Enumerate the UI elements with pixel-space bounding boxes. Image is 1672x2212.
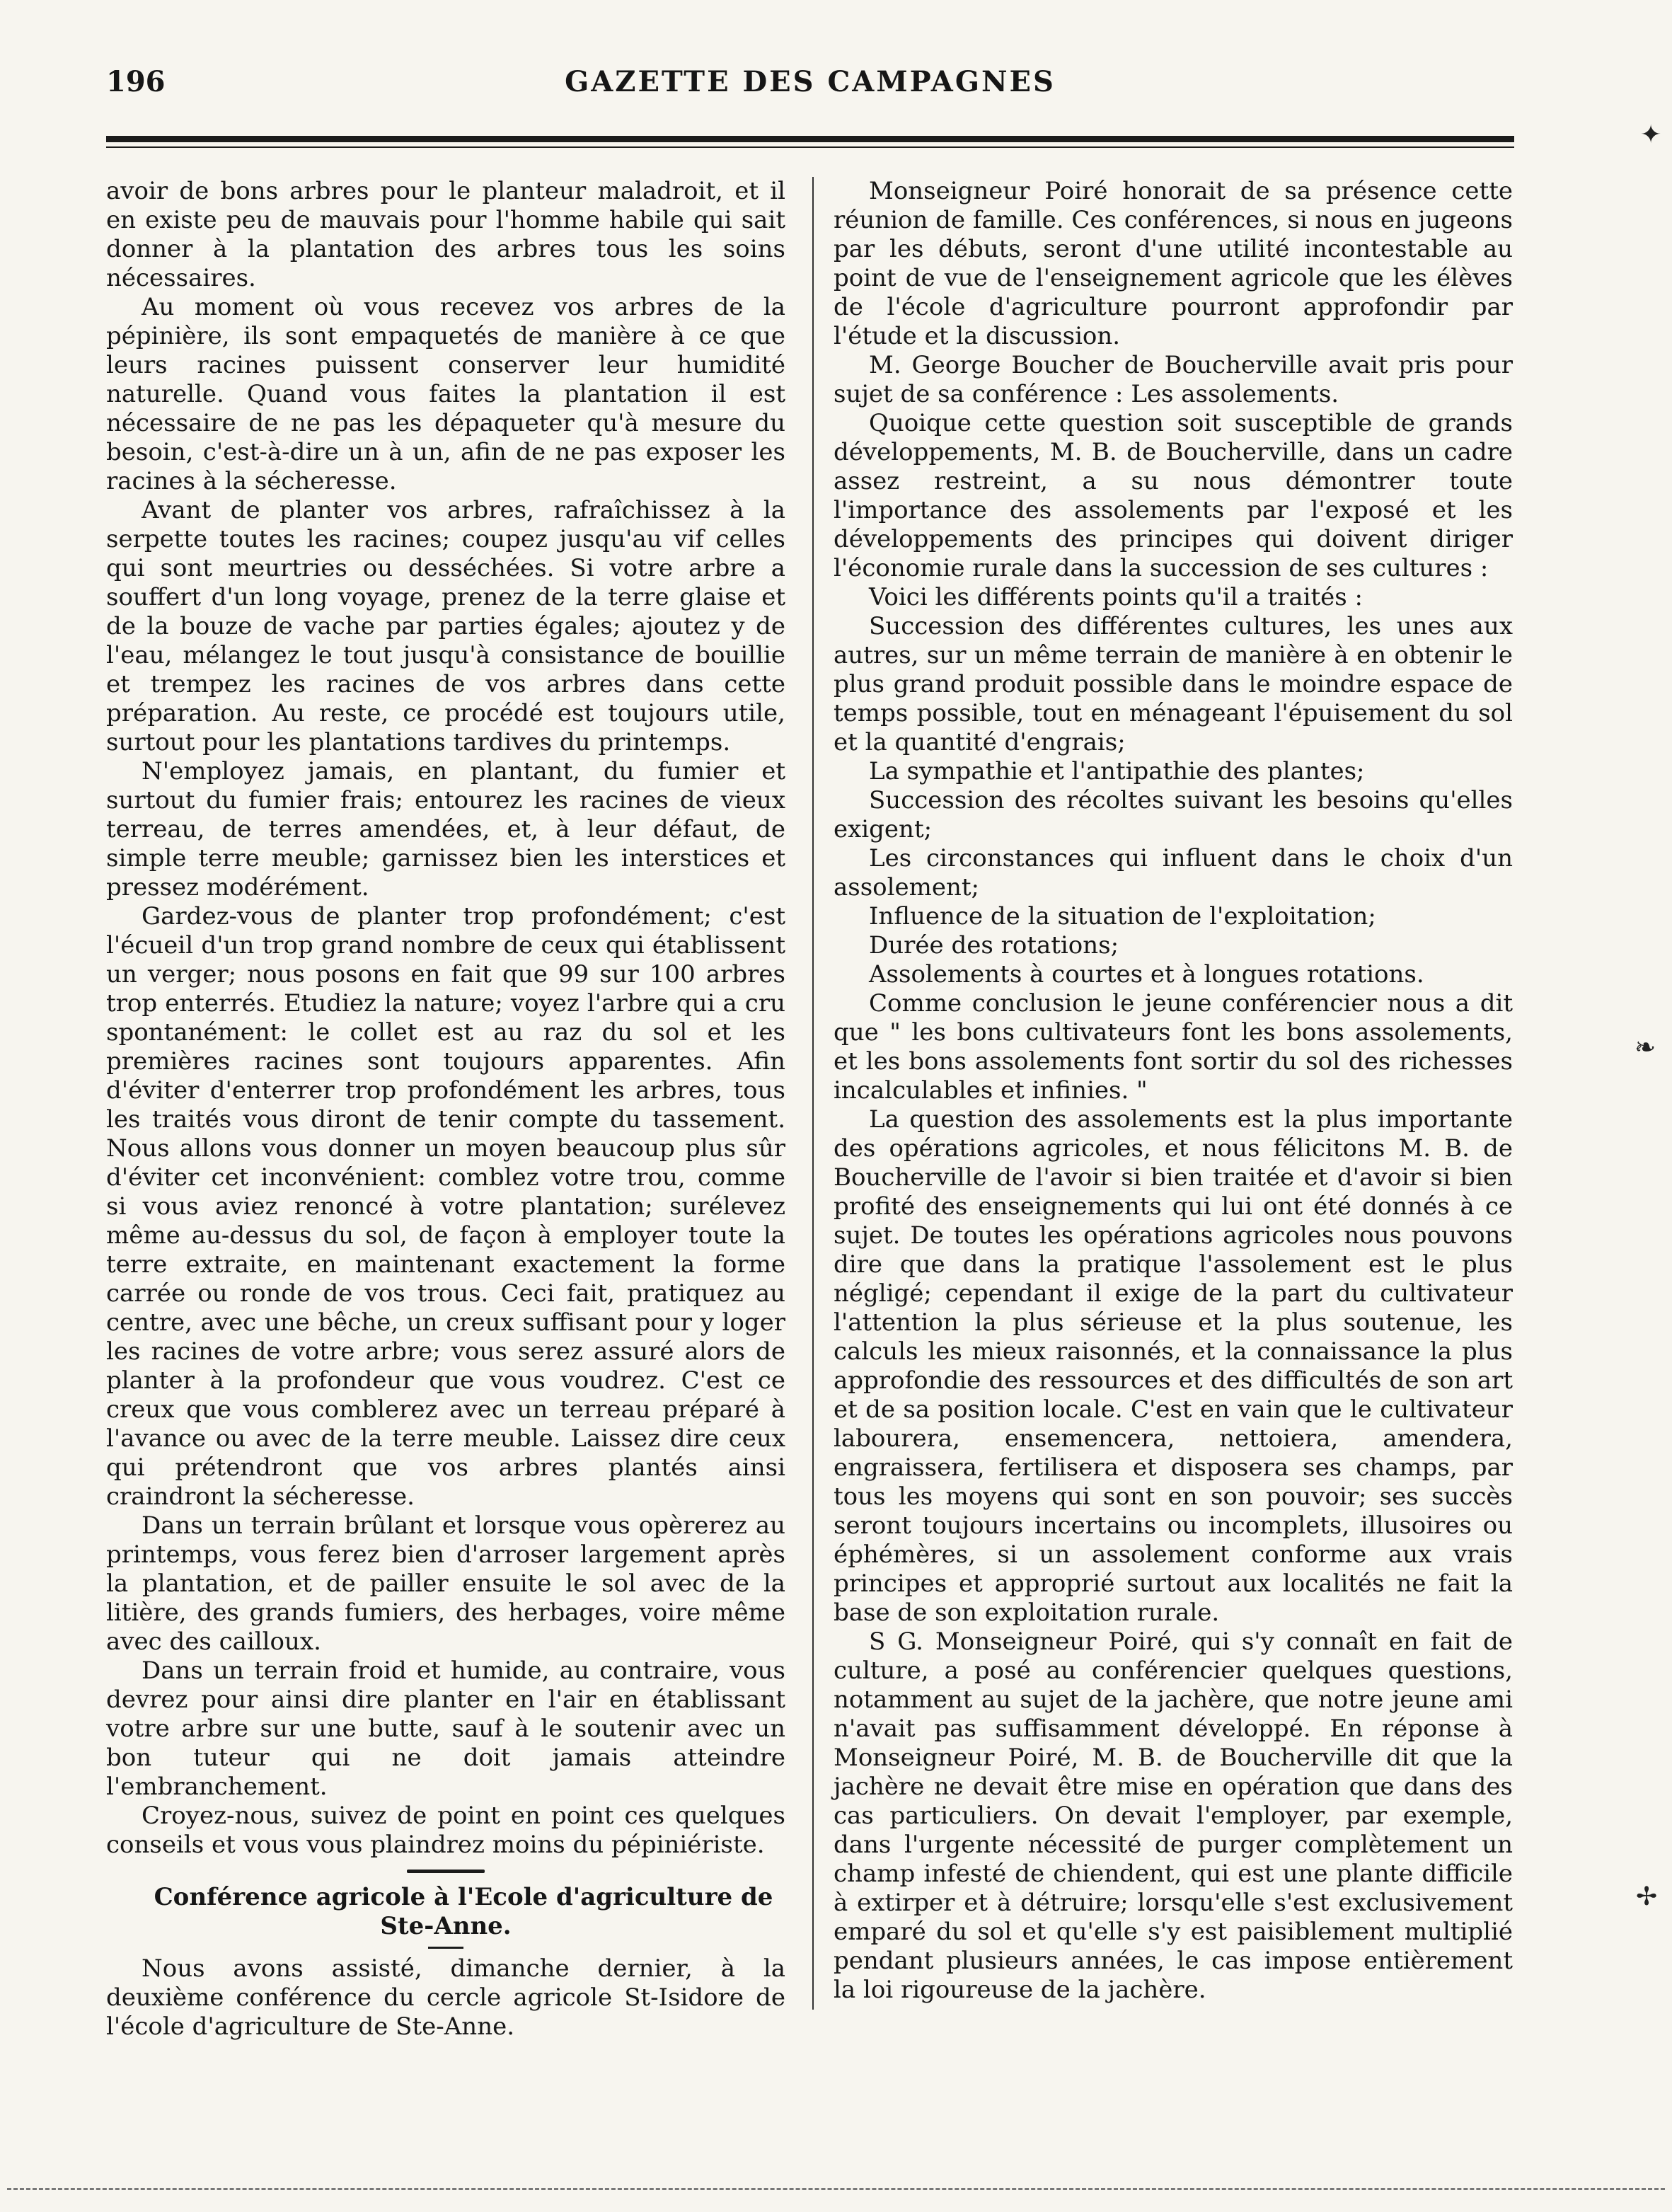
paragraph: Monseigneur Poiré honorait de sa présence cette réunion de famille. Ces conférences, si nous en jugeons par les débuts, seront d'une utilité incontestable au point de vue de l'enseignement agricole que les élèves de l'école d'agriculture pourront approfondir par l'étude et la discussion.	[834, 177, 1513, 350]
paragraph: Avant de planter vos arbres, rafraîchissez à la serpette toutes les racines; coupez jusqu'au vif celles qui sont meurtries ou desséchées. Si votre arbre a souffert d'un long voyage, prenez de la terre glaise et de la bouze de vache par parties égales; ajoutez y de l'eau, mélangez le tout jusqu'à consistance de bouillie et trempez les racines de vos arbres dans cette préparation. Au reste, ce procédé est toujours utile, surtout pour les plantations tardives du printemps.	[106, 496, 785, 756]
paragraph: Au moment où vous recevez vos arbres de la pépinière, ils sont empaquetés de manière à ce que leurs racines puissent conserver leur humidité naturelle. Quand vous faites la plantation il est nécessaire de ne pas les dépaqueter qu'à mesure du besoin, c'est-à-dire un à un, afin de ne pas exposer les racines à la sécheresse.	[106, 293, 785, 495]
binding-mark: ✢	[1636, 1882, 1658, 1911]
paragraph: La question des assolements est la plus importante des opérations agricoles, et nous félicitons M. B. de Boucherville de l'avoir si bien traitée et d'avoir si bien profité des enseignements qui lui ont été donnés à ce sujet. De toutes les opérations agricoles nous pouvons dire que dans la pratique l'assolement est le plus négligé; cependant il exige de la part du cultivateur l'attention la plus sérieuse et la plus soutenue, les calculs les mieux raisonnés, et la connaissance la plus approfondie des ressources et des difficultés de son art et de sa position locale. C'est en vain que le cultivateur labourera, ensemencera, nettoiera, amendera, engraissera, fertilisera et disposera ses champs, par tous les moyens qui sont en son pouvoir; ses succès seront toujours incertains ou incomplets, illusoires ou éphémères, si un assolement conforme aux vrais principes et approprié surtout aux localités ne fait la base de son exploitation rurale.	[834, 1105, 1513, 1627]
paragraph: Nous avons assisté, dimanche dernier, à la deuxième conférence du cercle agricole St-Isidore de l'école d'agriculture de Ste-Anne.	[106, 1954, 785, 2041]
paragraph: La sympathie et l'antipathie des plantes;	[869, 757, 1365, 785]
left-column	[106, 177, 785, 2041]
section-separator	[407, 1870, 485, 1873]
header-rule-thin	[106, 146, 1514, 148]
column-divider	[812, 177, 814, 2010]
paragraph: N'employez jamais, en plantant, du fumier et surtout du fumier frais; entourez les racines de vieux terreau, de terres amendées, et, à leur défaut, de simple terre meuble; garnissez bien les interstices et pressez modérément.	[106, 757, 785, 901]
page-header	[106, 65, 1514, 115]
paragraph: Croyez-nous, suivez de point en point ces quelques conseils et vous vous plaindrez moins du pépiniériste.	[106, 1802, 785, 1859]
paragraph: Influence de la situation de l'exploitation;	[869, 902, 1376, 931]
binding-mark: ❧	[1634, 1033, 1656, 1062]
section-title: Conférence agricole à l'Ecole d'agriculture de Ste-Anne.	[154, 1883, 773, 1940]
paragraph: Durée des rotations;	[869, 931, 1119, 960]
paragraph: Les circonstances qui influent dans le choix d'un assolement;	[834, 844, 1513, 901]
paragraph: Gardez-vous de planter trop profondément; c'est l'écueil d'un trop grand nombre de ceux qui établissent un verger; nous posons en fait que 99 sur 100 arbres trop enterrés. Etudiez la nature; voyez l'arbre qui a cru spontanément: le collet est au raz du sol et les premières racines sont toujours apparentes. Afin d'éviter d'enterrer trop profondément les arbres, tous les traités vous diront de tenir compte du tassement. Nous allons vous donner un moyen beaucoup plus sûr d'éviter cet inconvénient: comblez votre trou, comme si vous aviez renoncé à votre plantation; surélevez même au-dessus du sol, de façon à employer toute la terre extraite, en maintenant exactement la forme carrée ou ronde de vos trous. Ceci fait, pratiquez au centre, avec une bêche, un creux suffisant pour y loger les racines de votre arbre; vous serez assuré alors de planter à la profondeur que vous voudrez. C'est ce creux que vous comblerez avec un terreau préparé à l'avance ou avec de la terre meuble. Laissez dire ceux qui prétendront que vos arbres plantés ainsi craindront la sécheresse.	[106, 902, 785, 1511]
paragraph: Dans un terrain froid et humide, au contraire, vous devrez pour ainsi dire planter en l'air en établissant votre arbre sur une butte, sauf à le soutenir avec un bon tuteur qui ne doit jamais atteindre l'embranchement.	[106, 1657, 785, 1801]
journal-title: GAZETTE DES CAMPAGNES	[565, 65, 1056, 98]
paragraph: Dans un terrain brûlant et lorsque vous opèrerez au printemps, vous ferez bien d'arroser largement après la plantation, et de pailler ensuite le sol avec de la litière, des grands fumiers, des herbages, voire même avec des cailloux.	[106, 1511, 785, 1656]
title-separator	[428, 1947, 463, 1949]
paragraph: Comme conclusion le jeune conférencier nous a dit que " les bons cultivateurs font les bons assolements, et les bons assolements font sortir du sol des richesses incalculables et infinies. "	[834, 989, 1513, 1105]
paragraph: avoir de bons arbres pour le planteur maladroit, et il en existe peu de mauvais pour l'homme habile qui sait donner à la plantation des arbres tous les soins nécessaires.	[106, 177, 785, 292]
binding-mark: ✦	[1640, 120, 1662, 149]
paragraph: Voici les différents points qu'il a traités :	[869, 583, 1363, 611]
paragraph: Assolements à courtes et à longues rotations.	[869, 960, 1424, 989]
paragraph: Succession des différentes cultures, les unes aux autres, sur un même terrain de manière à en obtenir le plus grand produit possible dans le moindre espace de temps possible, tout en ménageant l'épuisement du sol et la quantité d'engrais;	[834, 612, 1513, 756]
paragraph: M. George Boucher de Boucherville avait pris pour sujet de sa conférence : Les assolements.	[834, 351, 1513, 408]
page-bottom-rule	[7, 2188, 1665, 2190]
paragraph: Quoique cette question soit susceptible de grands développements, M. B. de Boucherville, dans un cadre assez restreint, a su nous démontrer toute l'importance des assolements par l'exposé et les développements des principes qui doivent diriger l'économie rurale dans la succession de ses cultures :	[834, 409, 1513, 582]
right-column	[834, 177, 1513, 2005]
paragraph: S G. Monseigneur Poiré, qui s'y connaît en fait de culture, a posé au conférencier quelques questions, notamment au sujet de la jachère, que notre jeune ami n'avait pas suffisamment développé. En réponse à Monseigneur Poiré, M. B. de Boucherville dit que la jachère ne devait être mise en opération que dans des cas particuliers. On devait l'employer, par exemple, dans l'urgente nécessité de purger complètement un champ infesté de chiendent, qui est une plante difficile à extirper et à détruire; lorsqu'elle s'est exclusivement emparé du sol et qu'elle s'y est paisiblement multiplié pendant plusieurs années, le cas impose entièrement la loi rigoureuse de la jachère.	[834, 1628, 1513, 2004]
header-rule-thick	[106, 136, 1514, 142]
page-number: 196	[106, 65, 166, 98]
paragraph: Succession des récoltes suivant les besoins qu'elles exigent;	[834, 786, 1513, 843]
